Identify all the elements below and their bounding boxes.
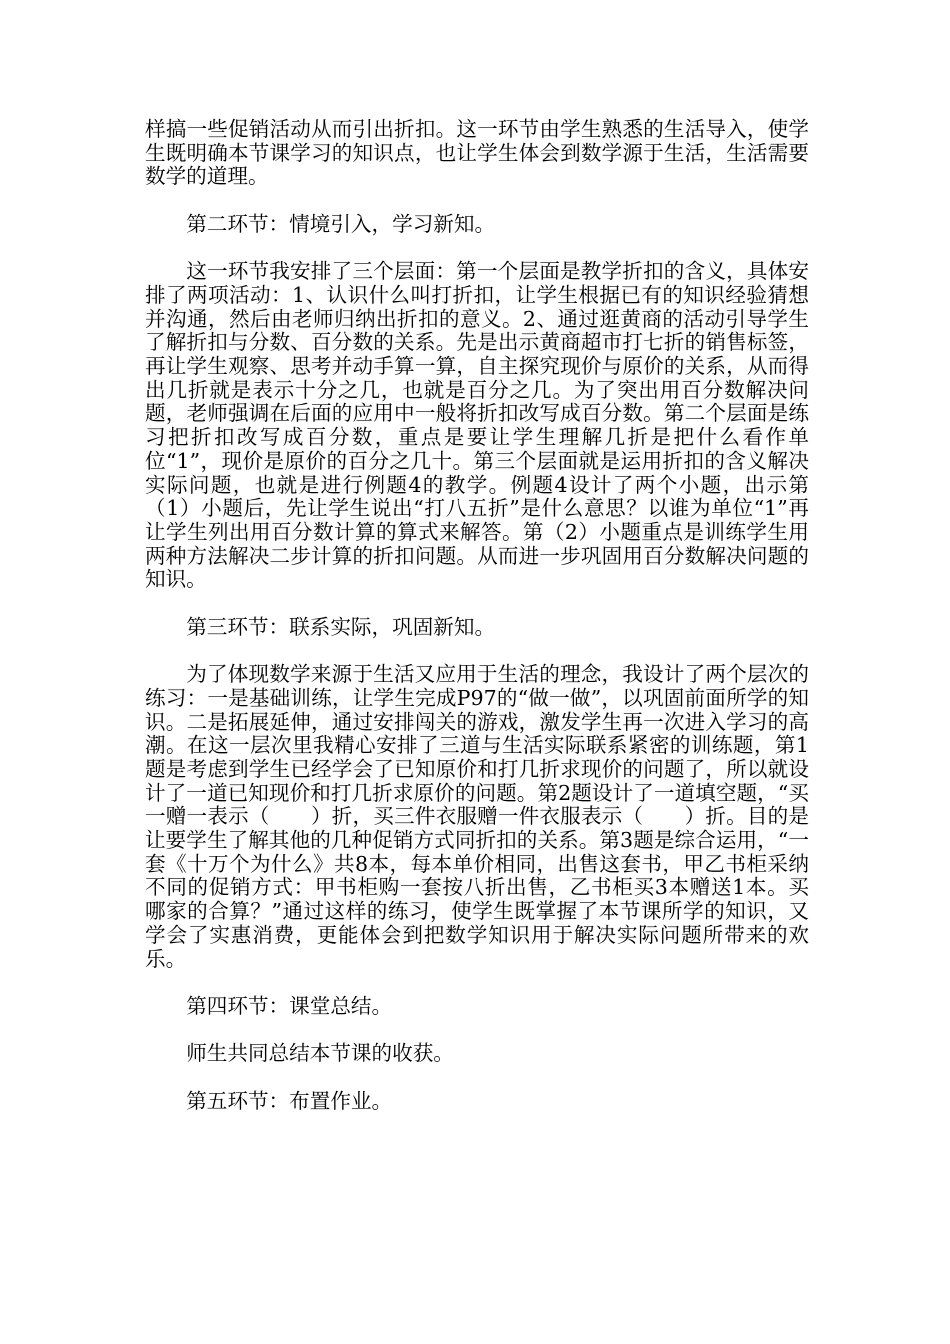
section-heading-4: 第四环节：课堂总结。 xyxy=(186,993,393,1018)
paragraph-section-2-body: 这一环节我安排了三个层面：第一个层面是教学折扣的含义，具体安排了两项活动：1、认识什么叫打折扣，让学生根据已有的知识经验猜想并沟通，然后由老师归纳出折扣的意义。2、通过逛黄商的活动引导学生了解折扣与分数、百分数的关系。先是出示黄商超市打七折的销售标签，再让学生观察、思考并动手算一算，自主探究现价与原价的关系，从而得出几折就是表示十分之几，也就是百分之几。为了突出用百分数解决问题，老师强调在后面的应用中一般将折扣改写成百分数。第二个层面是练习把折扣改写成百分数，重点是要让学生理解几折是把什么看作单位“1”，现价是原价的百分之几十。第三个层面就是运用折扣的含义解决实际问题，也就是进行例题4的教学。例题4设计了两个小题，出示第（1）小题后，先让学生说出“打八五折”是什么意思？以谁为单位“1”再让学生列出用百分数计算的算式来解答。第（2）小题重点是训练学生用两种方法解决二步计算的折扣问题。从而进一步巩固用百分数解决问题的知识。 xyxy=(145,259,809,592)
document-page xyxy=(145,118,809,1137)
paragraph-intro-continuation: 样搞一些促销活动从而引出折扣。这一环节由学生熟悉的生活导入，使学生既明确本节课学习的知识点，也让学生体会到数学源于生活，生活需要数学的道理。 xyxy=(145,117,809,189)
paragraph-section-4-body: 师生共同总结本节课的收获。 xyxy=(186,1041,454,1066)
section-heading-5: 第五环节：布置作业。 xyxy=(186,1088,393,1113)
section-heading-2: 第二环节：情境引入，学习新知。 xyxy=(186,211,496,236)
section-heading-3: 第三环节：联系实际，巩固新知。 xyxy=(186,614,496,639)
paragraph-section-3-body: 为了体现数学来源于生活又应用于生活的理念，我设计了两个层次的练习：一是基础训练，让学生完成P97的“做一做”，以巩固前面所学的知识。二是拓展延伸，通过安排闯关的游戏，激发学生再一次进入学习的高潮。在这一层次里我精心安排了三道与生活实际联系紧密的训练题，第1题是考虑到学生已经学会了已知原价和打几折求现价的问题了，所以就设计了一道已知现价和打几折求原价的问题。第2题设计了一道填空题，“买一赠一表示（ ）折，买三件衣服赠一件衣服表示（ ）折。目的是让要学生了解其他的几种促销方式同折扣的关系。第3题是综合运用，“一套《十万个为什么》共8本，每本单价相同，出售这套书，甲乙书柜采纳不同的促销方式：甲书柜购一套按八折出售，乙书柜买3本赠送1本。买哪家的合算？”通过这样的练习，使学生既掌握了本节课所学的知识，又学会了实惠消费，更能体会到把数学知识用于解决实际问题所带来的欢乐。 xyxy=(145,662,809,971)
